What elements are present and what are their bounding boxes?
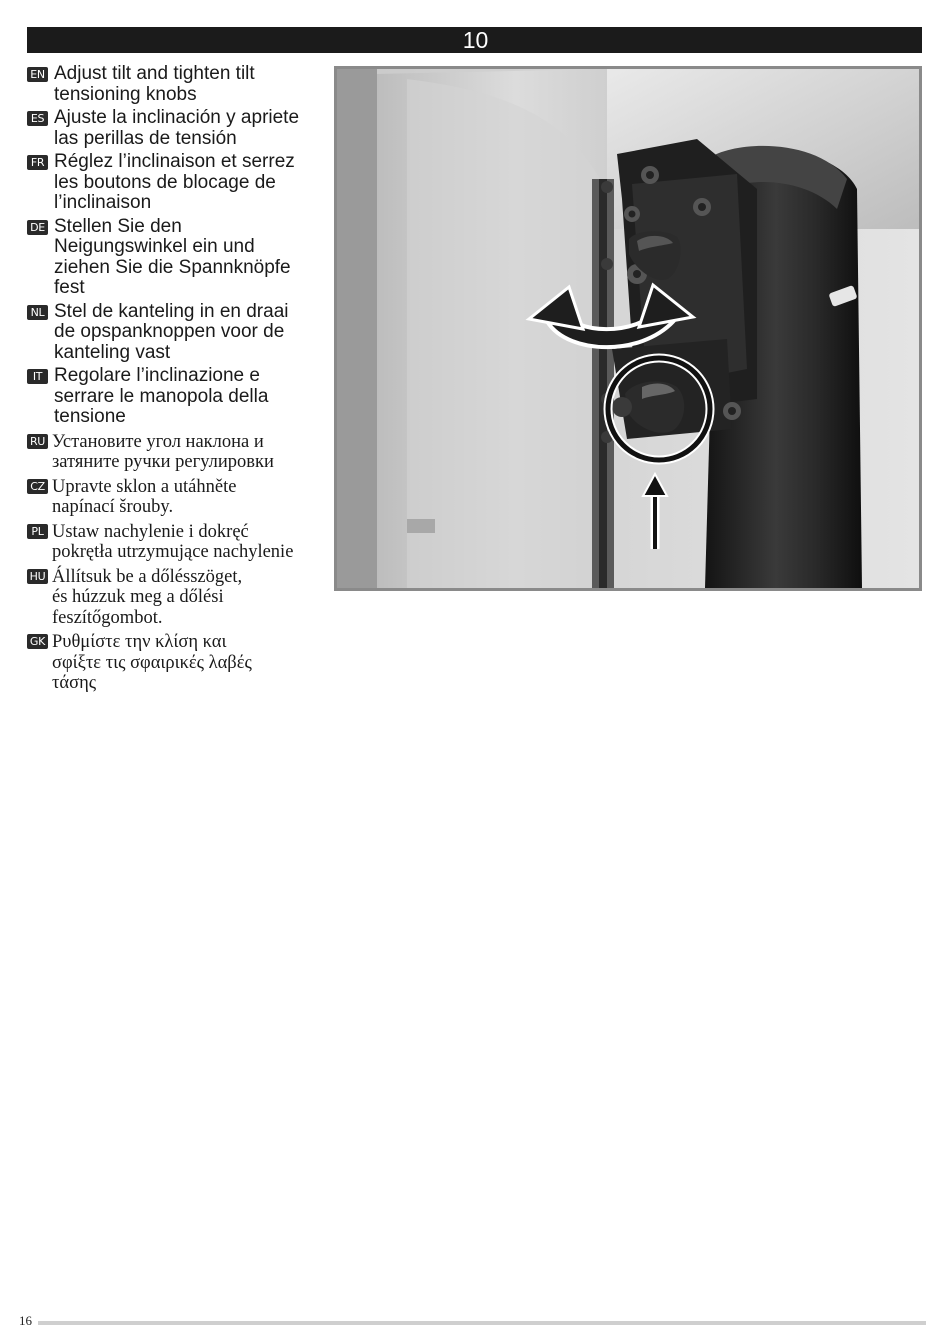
tilt-bracket-photo (334, 66, 922, 591)
instruction-text-nl-line-3: kanteling vast (54, 341, 171, 363)
instruction-nl (27, 302, 327, 364)
instruction-text-it-line-3: tensione (54, 406, 126, 427)
instruction-text-nl-line-1: Stel de kanteling in en draai (54, 300, 289, 322)
page-number: 16 (19, 1313, 32, 1328)
instruction-text-cz-line-2: napínací šrouby. (52, 497, 174, 517)
instruction-fr (27, 152, 327, 214)
language-badge-pl: PL (27, 524, 48, 539)
instruction-text-de-line-2: Neigungswinkel ein und (54, 236, 255, 257)
instruction-text-en-line-1: Adjust tilt and tighten tilt (54, 63, 255, 84)
instruction-de (27, 217, 327, 299)
language-badge-fr: FR (27, 155, 48, 170)
instruction-it (27, 366, 327, 428)
instruction-text-pl-line-1: Ustaw nachylenie i dokręć (52, 521, 249, 542)
footer-rule (38, 1321, 926, 1325)
instruction-text-hu-line-3: feszítőgombot. (52, 607, 163, 628)
step-number: 10 (462, 27, 489, 53)
instruction-text-fr-line-1: Réglez l’inclinaison et serrez (54, 151, 295, 172)
instruction-text-gk-line-3: τάσης (52, 673, 97, 693)
language-badge-hu: HU (27, 569, 48, 584)
instruction-pl (27, 522, 327, 563)
instruction-cz (27, 477, 327, 518)
instruction-text-en-line-2: tensioning knobs (54, 83, 197, 105)
instruction-hu (27, 567, 327, 629)
language-badge-es: ES (27, 111, 48, 126)
language-badge-ru: RU (27, 434, 48, 449)
step-header (27, 27, 922, 53)
instruction-text-es-line-2: las perillas de tensión (54, 127, 237, 149)
instruction-text-hu-line-1: Állítsuk be a dőlésszöget, (52, 566, 243, 587)
instruction-text-de-line-1: Stellen Sie den (54, 215, 182, 237)
language-badge-nl: NL (27, 305, 48, 320)
instruction-text-fr-line-2: les boutons de blocage de (54, 171, 276, 193)
language-badge-de: DE (27, 220, 48, 235)
instruction-list (27, 64, 327, 694)
instruction-text-it-line-1: Regolare l’inclinazione e (54, 365, 260, 386)
instruction-en (27, 64, 327, 105)
instruction-text-gk-line-2: σφίξτε τις σφαιρικές λαβές (52, 652, 252, 673)
instruction-text-ru-line-1: Установите угол наклона и (52, 431, 264, 452)
instruction-text-fr-line-3: l’inclinaison (54, 192, 152, 213)
instruction-text-it-line-2: serrare le manopola della (54, 385, 269, 407)
instruction-text-pl-line-2: pokrętła utrzymujące nachylenie (52, 542, 294, 562)
language-badge-gk: GK (27, 634, 48, 649)
instruction-gk (27, 632, 327, 694)
instruction-text-nl-line-2: de opspanknoppen voor de (54, 321, 285, 342)
instruction-text-es-line-1: Ajuste la inclinación y apriete (54, 107, 300, 128)
instruction-text-de-line-3: ziehen Sie die Spannknöpfe (54, 256, 291, 278)
instruction-text-hu-line-2: és húzzuk meg a dőlési (52, 587, 224, 607)
instruction-text-de-line-4: fest (54, 277, 85, 298)
instruction-es (27, 108, 327, 149)
language-badge-it: IT (27, 369, 48, 384)
language-badge-cz: CZ (27, 479, 48, 494)
instruction-text-gk-line-1: Ρυθμίστε την κλίση και (52, 632, 227, 652)
instruction-ru (27, 432, 327, 473)
language-badge-en: EN (27, 67, 48, 82)
instruction-text-cz-line-1: Upravte sklon a utáhněte (52, 476, 237, 497)
instruction-text-ru-line-2: затяните ручки регулировки (52, 452, 274, 472)
